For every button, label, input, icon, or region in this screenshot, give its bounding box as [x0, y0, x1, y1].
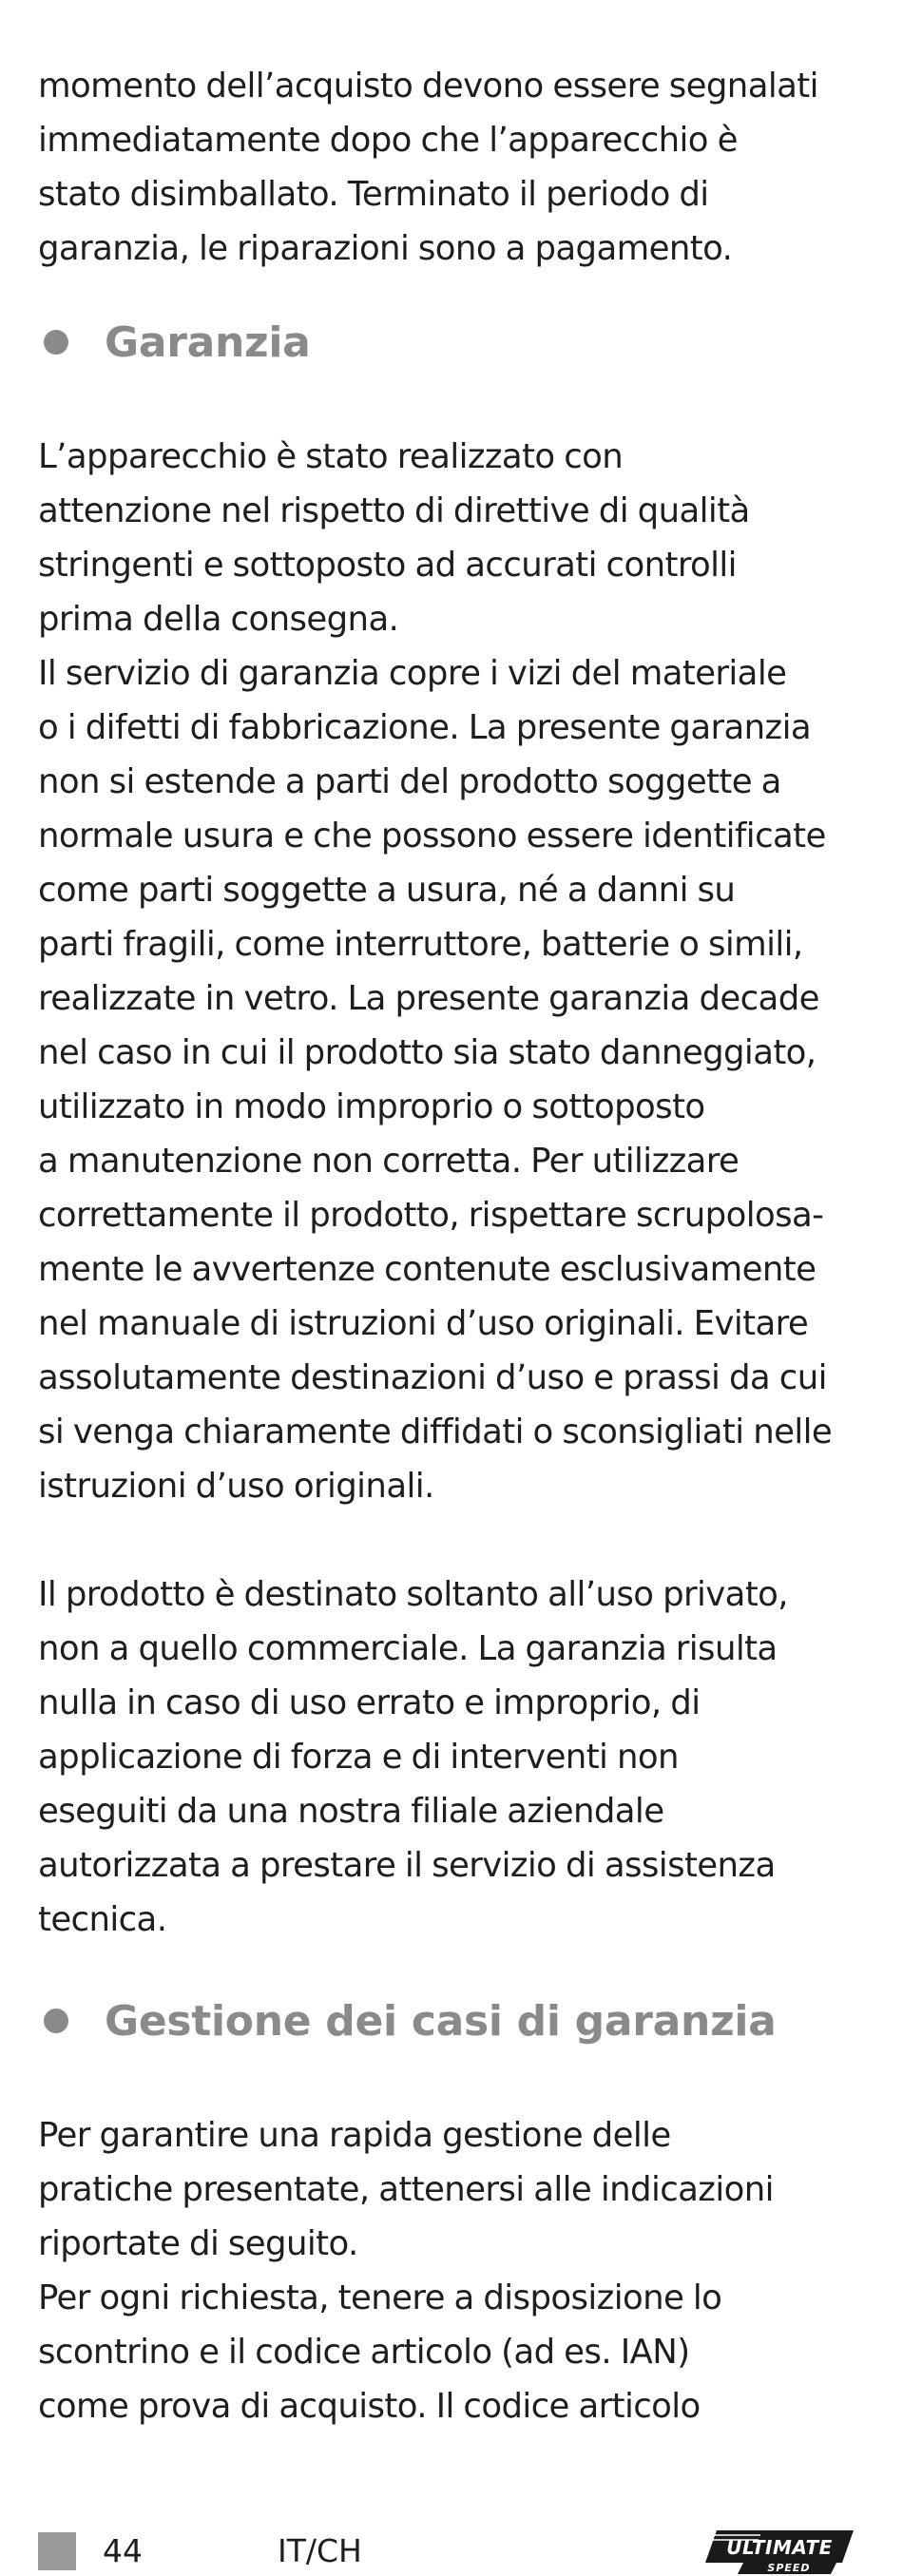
text-line: realizzate in vetro. La presente garanzia decade	[38, 979, 819, 1018]
text-line: non a quello commerciale. La garanzia risulta	[38, 1629, 778, 1668]
text-line: autorizzata a prestare il servizio di assistenza	[38, 1846, 776, 1885]
text-line: utilizzato in modo improprio o sottoposto	[38, 1087, 705, 1126]
paragraph-gap	[38, 1513, 874, 1567]
section-heading-gestione	[38, 1992, 874, 2049]
text-line: stringenti e sottoposto ad accurati controlli	[38, 546, 737, 585]
claims-paragraph	[38, 2108, 874, 2433]
private-use-paragraph	[38, 1567, 874, 1947]
section-heading-garanzia	[38, 314, 874, 371]
text-line: Il prodotto è destinato soltanto all’uso privato,	[38, 1575, 788, 1614]
text-line: Per garantire una rapida gestione delle	[38, 2116, 671, 2155]
text-line: come prova di acquisto. Il codice articolo	[38, 2387, 701, 2426]
text-line: parti fragili, come interruttore, batterie o simili,	[38, 925, 803, 964]
intro-paragraph	[38, 59, 874, 276]
text-line: normale usura e che possono essere identificate	[38, 817, 826, 855]
bullet-dot-icon	[44, 330, 68, 355]
section-heading-text: Gestione dei casi di garanzia	[105, 1996, 777, 2046]
logo-text-speed: SPEED	[767, 2562, 811, 2574]
text-line: stato disimballato. Terminato il periodo di	[38, 175, 709, 214]
text-line: assolutamente destinazioni d’uso e prassi da cui	[38, 1358, 827, 1397]
page-number: 44	[103, 2532, 143, 2569]
text-line: immediatamente dopo che l’apparecchio è	[38, 121, 738, 160]
text-line: non si estende a parti del prodotto soggette a	[38, 762, 781, 801]
page-content	[38, 59, 874, 2433]
text-line: Il servizio di garanzia copre i vizi del materiale	[38, 654, 787, 693]
locale-code: IT/CH	[278, 2532, 362, 2569]
text-line: L’apparecchio è stato realizzato con	[38, 437, 624, 476]
text-line: nel manuale di istruzioni d’uso originali. Evitare	[38, 1304, 809, 1343]
text-line: tecnica.	[38, 1900, 167, 1939]
text-line: Per ogni richiesta, tenere a disposizione lo	[38, 2278, 722, 2317]
text-line: si venga chiaramente diffidati o sconsigliati nelle	[38, 1413, 833, 1451]
text-line: correttamente il prodotto, rispettare scrupolosa-	[38, 1196, 824, 1235]
text-line: prima della consegna.	[38, 600, 399, 639]
page-marker-square	[38, 2532, 76, 2570]
section-heading-text: Garanzia	[105, 317, 311, 367]
text-line: garanzia, le riparazioni sono a pagamento.	[38, 229, 733, 268]
text-line: pratiche presentate, attenersi alle indicazioni	[38, 2170, 774, 2209]
text-line: applicazione di forza e di interventi non	[38, 1738, 679, 1777]
text-line: nel caso in cui il prodotto sia stato danneggiato,	[38, 1033, 817, 1072]
text-line: nulla in caso di uso errato e improprio, di	[38, 1683, 701, 1722]
logo-text-ultimate: ULTIMATE	[726, 2536, 833, 2559]
text-line: o i difetti di fabbricazione. La presente garanzia	[38, 708, 812, 747]
text-line: mente le avvertenze contenute esclusivamente	[38, 1250, 817, 1289]
text-line: riportate di seguito.	[38, 2224, 358, 2263]
text-line: a manutenzione non corretta. Per utilizzare	[38, 1142, 740, 1181]
ultimate-speed-logo-icon	[703, 2528, 855, 2576]
text-line: attenzione nel rispetto di direttive di qualità	[38, 491, 750, 530]
warranty-paragraph	[38, 430, 874, 1513]
text-line: momento dell’acquisto devono essere segnalati	[38, 67, 818, 106]
text-line: come parti soggette a usura, né a danni su	[38, 871, 736, 910]
text-line: eseguiti da una nostra filiale aziendale	[38, 1792, 664, 1831]
text-line: scontrino e il codice articolo (ad es. IAN)	[38, 2333, 690, 2372]
bullet-dot-icon	[44, 2009, 68, 2033]
page-footer	[38, 2528, 874, 2574]
text-line: istruzioni d’uso originali.	[38, 1467, 434, 1506]
